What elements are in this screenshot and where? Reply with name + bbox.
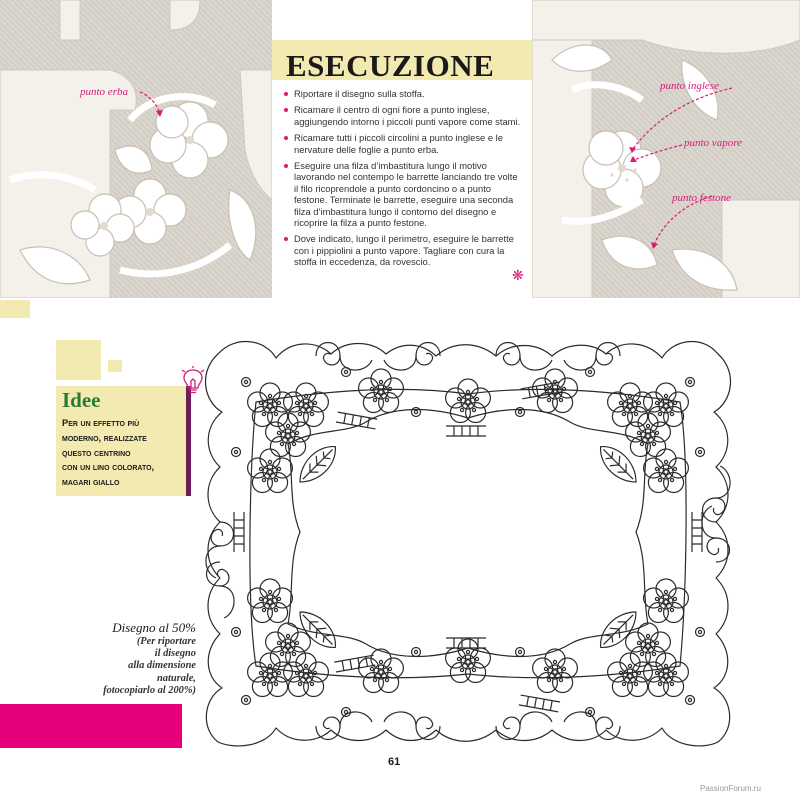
callout-punto-vapore: punto vapore [684, 137, 742, 149]
caption-line: alla dimensione [128, 660, 196, 672]
idee-line: moderno, realizzate [62, 432, 147, 443]
caption-line: il disegno [154, 648, 196, 660]
caption-title: Disegno al 50% [112, 620, 196, 635]
idee-line: magari giallo [62, 477, 120, 488]
embroidery-pattern-drawing [196, 332, 740, 750]
callout-punto-erba: punto erba [80, 86, 128, 98]
watermark: PassionForum.ru [700, 784, 761, 793]
instruction-step: Ricamare tutti i piccoli circolini a punto inglese e le nervature delle foglie a punto erba. [284, 132, 524, 155]
callout-punto-festone: punto festone [672, 192, 731, 204]
embroidery-photo-left [0, 0, 272, 298]
idee-line: con un lino colorato, [62, 462, 155, 473]
embroidery-photo-right-art [532, 0, 800, 298]
idee-line: questo centrino [62, 447, 131, 458]
instruction-step: Ricamare il centro di ogni fiore a punto inglese, aggiungendo intorno i piccoli punti vapore come stami. [284, 104, 524, 127]
pattern-caption [70, 620, 196, 697]
pink-accent-band [0, 704, 182, 748]
caption-line: (Per riportare [136, 636, 196, 647]
embroidery-photo-left-art [0, 0, 272, 298]
page-number: 61 [388, 756, 401, 768]
left-yellow-accent [0, 300, 30, 318]
idee-deco-square [56, 340, 101, 380]
end-asterisk-icon: ❋ [512, 267, 524, 283]
idee-deco-square-small [108, 360, 122, 372]
idee-line: Per un effetto più [62, 418, 140, 428]
idee-title: Idee [62, 388, 101, 412]
instruction-step: Dove indicato, lungo il perimetro, eseguire le barrette con i pippiolini a punto vapore. Tagliare con cura la stoffa in eccedenza, da rovescio. [284, 233, 524, 267]
embroidery-photo-right [532, 0, 800, 298]
caption-line: naturale, [157, 672, 196, 684]
idee-text [62, 416, 182, 490]
section-title: ESECUZIONE [286, 48, 495, 83]
caption-note [70, 636, 196, 697]
instruction-list [284, 88, 524, 273]
instruction-step: Eseguire una filza d’imbastitura lungo il motivo lavorando nel contempo le barrette lanciando tre volte il filo ricoprendole a punto cordoncino o a punto festone. Terminate le barrette, eseguire una seconda filza d’imbastitura lungo il contorno del disegno e ricoprire la filza a punto festone. [284, 160, 524, 228]
callout-punto-inglese: punto inglese [660, 80, 719, 92]
caption-line: fotocopiarlo al 200%) [103, 684, 196, 696]
instruction-step: Riportare il disegno sulla stoffa. [284, 88, 524, 99]
